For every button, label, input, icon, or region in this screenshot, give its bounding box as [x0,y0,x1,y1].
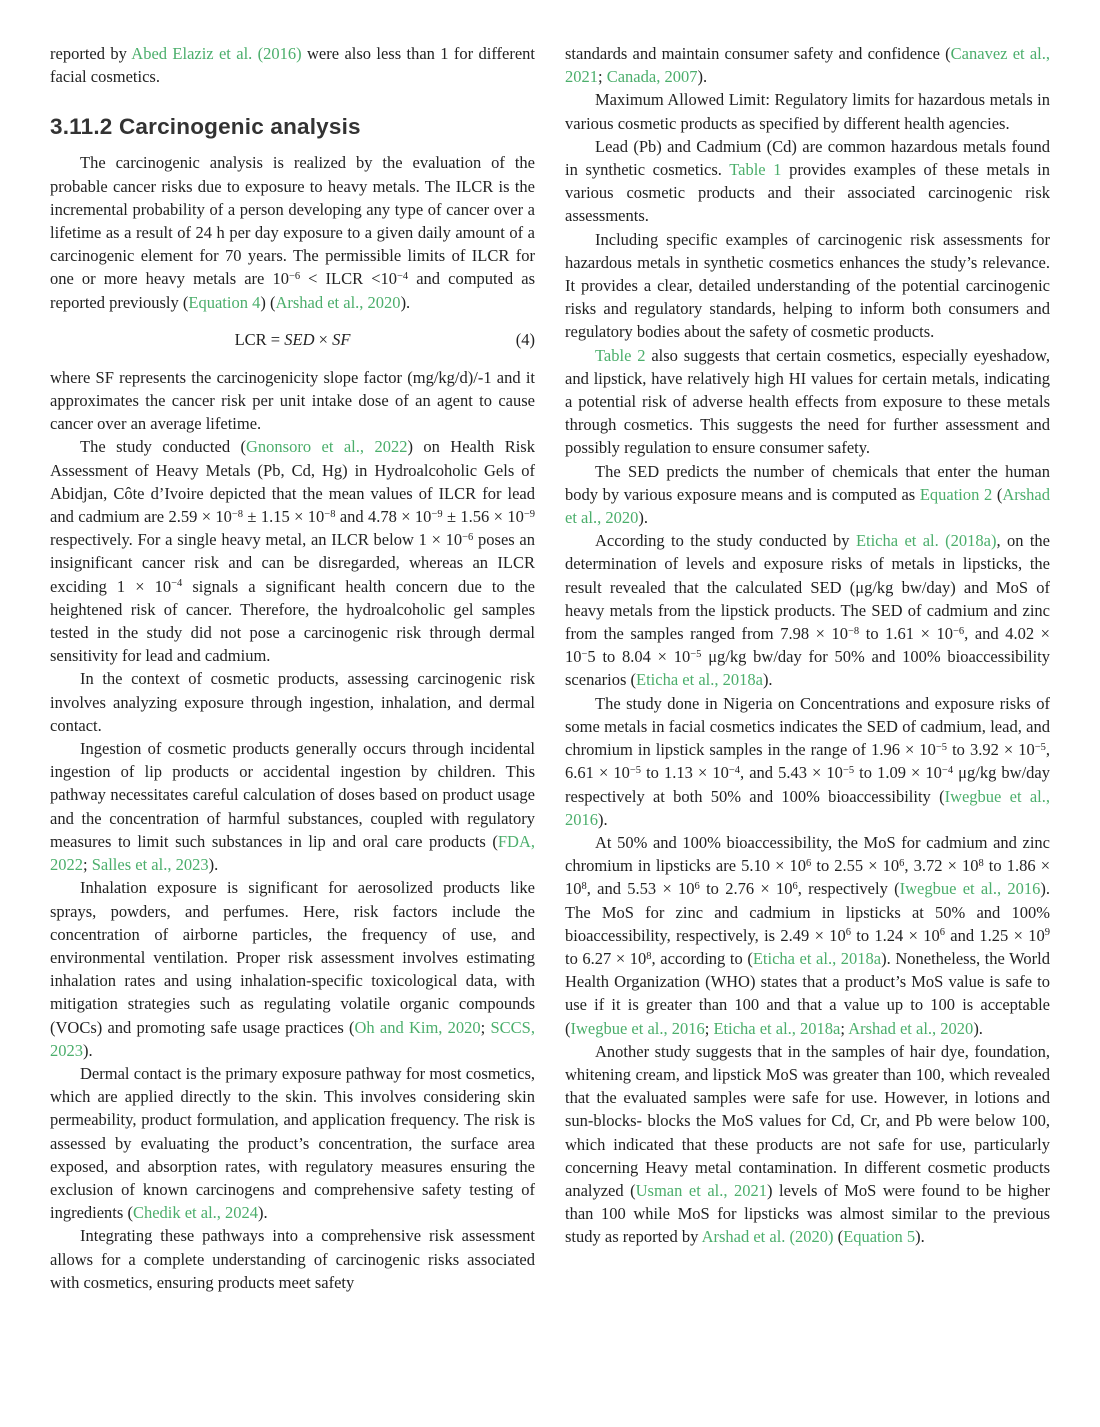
text-run: , 3.72 × 10 [904,856,979,876]
citation-link[interactable]: Chedik et al., 2024 [132,1203,259,1223]
italic-variable: SED [284,329,315,349]
text-run: also suggests that certain cosmetics, especially eyeshadow, and lipstick, have relatively high HI values for certain metals, indicating a potential risk of adverse health effects from exposure to these metals through cosmetics. This suggests the need for further assessment and possibly regulation to ensure consumer safety. [565,345,1050,458]
text-run: ± 1.56 × 10 [442,507,524,527]
citation-link[interactable]: Canavez et al., 2021 [565,44,1050,87]
superscript: 8 [646,950,652,962]
text-run: ( [833,1227,844,1247]
paragraph [50,1062,535,1224]
superscript: − [581,649,588,661]
paragraph [50,151,535,313]
superscript: 6 [792,881,798,893]
superscript: 8 [581,881,587,893]
superscript: −4 [397,271,409,283]
text-run: × [314,329,333,349]
text-run: Including specific examples of carcinogenic risk assessments for hazardous metals in synthetic cosmetics enhances the study’s relevance. It provides a clear, detailed understanding of the potential carcinogenic risks and regulatory standards, helping to inform both consumers and regulatory bodies about the safety of cosmetic products. [565,229,1050,342]
superscript: −4 [171,578,183,590]
paragraph [565,1040,1050,1249]
paragraph [565,344,1050,460]
text-run: ). The MoS for zinc and cadmium in lipsticks at 50% and 100% bioaccessibility, respectively, is 2.49 × 10 [565,879,1051,945]
superscript: −5 [1034,741,1046,753]
text-run: The carcinogenic analysis is realized by the evaluation of the probable cancer risks due to exposure to heavy metals. The ILCR is the incremental probability of a person developing any type of cancer over a lifetime as a result of 24 h per day exposure to a given daily amount of a carcinogenic element for 70 years. The permissible limits of ILCR for one or more heavy metals are 10 [50,153,535,289]
citation-link[interactable]: SCCS, 2023 [50,1017,535,1060]
paragraph [50,1224,535,1294]
text-run: ) on Health Risk Assessment of Heavy Metals (Pb, Cd, Hg) in Hydroalcoholic Gels of Abidjan, Côte d’Ivoire depicted that the mean values of ILCR for lead and cadmium are 2.59 × 10 [50,437,535,527]
superscript: −8 [848,625,860,637]
text-run: The study conducted ( [80,437,246,457]
text-run: LCR = [234,329,285,349]
text-run: ). [208,855,219,875]
citation-link[interactable]: Table 1 [729,160,782,180]
text-run: , and 5.53 × 10 [586,879,695,899]
superscript: 9 [1044,927,1050,939]
text-run: , and 4.02 × 10 [565,624,1050,667]
superscript: 8 [978,857,984,869]
text-run: ). [697,67,708,87]
text-run: ). [83,1040,93,1060]
text-run: and 1.25 × 10 [944,925,1045,945]
section-heading: 3.11.2 Carcinogenic analysis [50,114,361,140]
italic-variable: SF [332,329,351,349]
text-run: ; [480,1017,491,1037]
superscript: 6 [806,857,812,869]
text-run: to 3.92 × 10 [947,740,1035,760]
left-column [50,42,535,1427]
citation-link[interactable]: Table 2 [595,345,646,365]
text-run: to 2.76 × 10 [699,879,793,899]
paragraph [565,42,1050,88]
paragraph [565,88,1050,134]
text-run: ). [400,292,411,312]
text-run: ). Nonetheless, the World Health Organization (WHO) states that a product’s MoS value is safe to use if it is greater than 100 and that a value up to 100 is acceptable ( [565,948,1050,1038]
text-run: Integrating these pathways into a comprehensive risk assessment allows for a complete understanding of carcinogenic risks associated with cosmetics, ensuring products meet safety [50,1226,535,1292]
citation-link[interactable]: Salles et al., 2023 [91,855,209,875]
superscript: 6 [899,857,905,869]
superscript: 6 [694,881,700,893]
paragraph [50,435,535,667]
text-run: ± 1.15 × 10 [243,507,325,527]
text-run: to 1.61 × 10 [859,624,953,644]
paragraph [50,667,535,737]
text-run: Dermal contact is the primary exposure pathway for most cosmetics, which are applied directly to the skin. This involves considering skin permeability, product formulation, and application frequency. The risk is assessed by evaluating the product’s concentration, the surface area exposed, and absorption rates, with regulatory measures ensuring the exclusion of known carcinogens and comprehensive safety testing of ingredients ( [50,1063,535,1223]
text-run: poses an insignificant cancer risk and can be disregarded, whereas an ILCR exciding 1 × 10 [50,530,535,596]
text-run: ). [638,508,648,528]
superscript: 6 [845,927,851,939]
equation-number: (4) [515,329,535,349]
text-run: and 4.78 × 10 [335,507,432,527]
text-run: ( [992,484,1003,504]
text-run: 5 to 8.04 × 10 [587,647,691,667]
superscript: 6 [939,927,945,939]
text-run: , according to ( [651,948,753,968]
text-run: ). [598,809,608,829]
text-run: to 1.86 × 10 [565,856,1050,899]
superscript: −5 [935,741,948,753]
text-run: ) levels of MoS were found to be higher than 100 while MoS for lipsticks was almost similar to the previous study as reported by [565,1180,1051,1247]
text-run: reported by [50,44,132,63]
equation [50,328,535,351]
citation-link[interactable]: Usman et al., 2021 [635,1180,767,1200]
superscript: −5 [629,765,642,777]
citation-link[interactable]: Iwegbue et al., 2016 [899,879,1041,899]
text-run: < ILCR <10 [300,269,397,289]
citation-link[interactable]: Eticha et al., 2018a [713,1018,841,1038]
text-run: ) ( [260,292,276,312]
text-run: At 50% and 100% bioaccessibility, the MoS for cadmium and zinc chromium in lipsticks are 5.10 × 10 [565,832,1050,876]
citation-link[interactable]: Iwegbue et al., 2016 [565,786,1050,829]
text-run: provides examples of these metals in various cosmetic products and their associated carcinogenic risk assessments. [565,160,1050,226]
superscript: −4 [941,765,954,777]
equation-body [235,330,351,349]
text-run: ; [840,1018,849,1038]
text-run: , on the determination of levels and exposure risks of metals in lipsticks, the result revealed that the calculated SED (μg/kg bw/day) and MoS of heavy metals from the lipstick products. The SED of cadmium and zinc from the samples ranged from 7.98 × 10 [565,531,1050,644]
superscript: −6 [952,625,965,637]
text-run: , respectively ( [797,879,900,899]
superscript: −8 [231,508,244,520]
paragraph [565,135,1050,228]
text-run: standards and maintain consumer safety and confidence ( [565,44,951,63]
superscript: −5 [690,649,702,661]
citation-link[interactable]: Gnonsoro et al., 2022 [246,437,408,457]
superscript: −9 [431,508,443,520]
citation-link[interactable]: Arshad et al., 2020 [848,1018,974,1038]
text-run: μg/kg bw/day for 50% and 100% bioaccessibility scenarios ( [565,647,1051,690]
citation-link[interactable]: Arshad et al. (2020) [701,1227,834,1247]
text-run: The SED predicts the number of chemicals that enter the human body by various exposure means and is computed as [565,461,1050,504]
text-run: ). [973,1018,983,1038]
paragraph [50,876,535,1062]
text-run: , and 5.43 × 10 [740,763,843,783]
text-run: ). [915,1227,925,1247]
citation-link[interactable]: Eticha et al., 2018a [636,670,763,690]
citation-link[interactable]: Arshad et al., 2020 [565,484,1050,528]
citation-link[interactable]: Equation 5 [843,1227,916,1247]
text-run: ; [598,67,607,87]
text-run: to 1.09 × 10 [854,763,942,783]
text-run: , 6.61 × 10 [565,740,1051,783]
text-run: to 6.27 × 10 [565,948,647,968]
text-run: to 1.13 × 10 [641,763,729,783]
citation-link[interactable]: Eticha et al. (2018a) [855,531,997,551]
citation-link[interactable]: Equation 2 [919,484,993,504]
text-run: to 2.55 × 10 [811,856,900,876]
text-run: ). [762,670,773,690]
text-run: were also less than 1 for different facial cosmetics. [50,44,535,87]
citation-link[interactable]: Oh and Kim, 2020 [354,1017,481,1037]
text-run: According to the study conducted by [595,531,856,551]
superscript: −6 [288,271,301,283]
paragraph [565,831,1050,1040]
paragraph [565,529,1050,691]
text-run: ; [83,855,92,875]
paragraph [50,737,535,876]
superscript: −4 [728,765,740,777]
paragraph [565,692,1050,831]
citation-link[interactable]: Iwegbue et al., 2016 [570,1018,705,1038]
superscript: −6 [462,532,474,543]
text-run: Maximum Allowed Limit: Regulatory limits for hazardous metals in various cosmetic products as specified by different health agencies. [565,90,1050,133]
paragraph [565,460,1050,530]
superscript: −9 [523,508,535,520]
text-run: Lead (Pb) and Cadmium (Cd) are common hazardous metals found in synthetic cosmetics. [565,136,1050,180]
citation-link[interactable]: Canada, 2007 [606,67,698,87]
citation-link[interactable]: Arshad et al., 2020 [275,292,401,312]
text-run: The study done in Nigeria on Concentrations and exposure risks of some metals in facial cosmetics indicates the SED of cadmium, lead, and chromium in lipstick samples in the range of 1.96 × 10 [565,693,1050,760]
right-column [565,42,1050,1427]
text-run: signals a significant health concern due to the heightened risk of cancer. Therefore, the hydroalcoholic gel samples tested in the study did not pose a carcinogenic risk through dermal sensitivity for lead and cadmium. [50,576,535,666]
text-run: Ingestion of cosmetic products generally occurs through incidental ingestion of lip products or accidental ingestion by children. This pathway necessitates careful calculation of doses based on product usage and the concentration of harmful substances, coupled with regulatory measures to limit such substances in lip and oral care products ( [50,739,535,851]
citation-link[interactable]: Abed Elaziz et al. (2016) [131,44,302,63]
citation-link[interactable]: Equation 4 [188,292,261,312]
text-run: and computed as reported previously ( [50,269,535,312]
text-run: where SF represents the carcinogenicity slope factor (mg/kg/d)/-1 and it approximates the cancer risk per unit intake dose of an agent to cause cancer over an average lifetime. [50,367,535,434]
superscript: −5 [842,765,855,777]
superscript: −8 [324,508,336,520]
paragraph [565,228,1050,344]
text-run: Another study suggests that in the samples of hair dye, foundation, whitening cream, and lipstick MoS was greater than 100, which revealed that the evaluated samples were safe for use. However, in lotions and sun-blocks- blocks the MoS values for Cd, Cr, and Pb were below 100, which indicated that these products are not safe for use, particularly concerning Heavy metal contamination. In different cosmetic products analyzed ( [565,1041,1050,1200]
paragraph [50,42,535,88]
text-run: μg/kg bw/day respectively at both 50% and 100% bioaccessibility ( [565,763,1050,806]
paragraph [50,366,535,436]
text-run: Inhalation exposure is significant for aerosolized products like sprays, powders, and perfumes. Here, risk factors include the concentration of airborne particles, the frequency of use, and environmental ventilation. Proper risk assessment involves estimating inhalation rates and using inhalation-specific toxicological data, with mitigation strategies such as regulating volatile organic compounds (VOCs) and promoting safe usage practices ( [50,878,535,1037]
text-run: to 1.24 × 10 [850,925,940,945]
text-run: ). [258,1203,268,1223]
citation-link[interactable]: Eticha et al., 2018a [752,948,882,968]
citation-link[interactable]: FDA, 2022 [50,831,535,875]
text-run: In the context of cosmetic products, assessing carcinogenic risk involves analyzing exposure through ingestion, inhalation, and dermal contact. [50,669,535,735]
text-run: ; [704,1018,714,1038]
text-run: respectively. For a single heavy metal, an ILCR below 1 × 10 [50,530,463,550]
